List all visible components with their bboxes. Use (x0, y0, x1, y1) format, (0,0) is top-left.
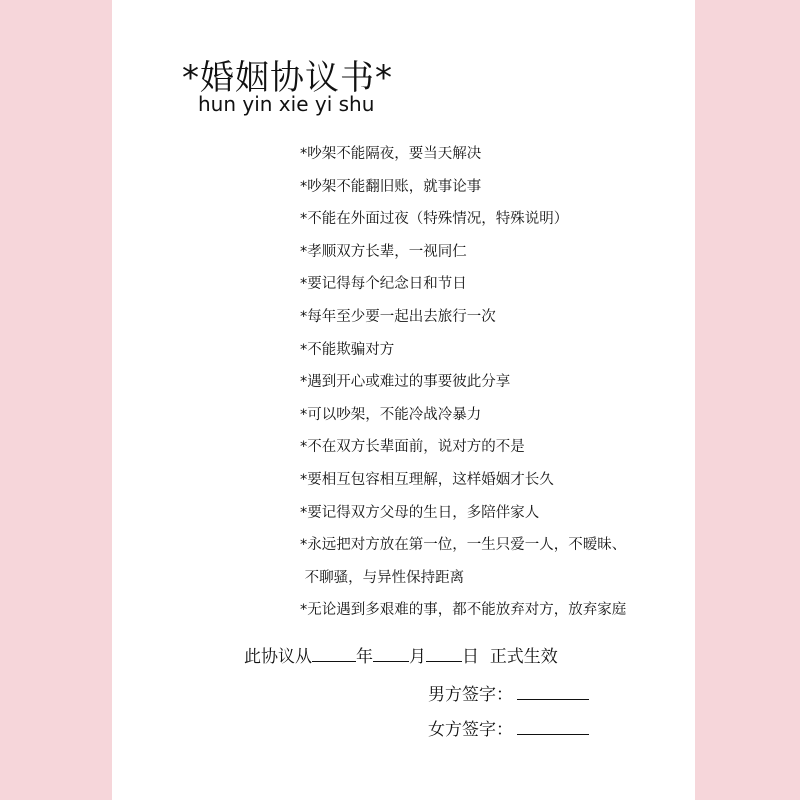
rule-item: *要记得双方父母的生日，多陪伴家人 (300, 504, 540, 521)
day-blank (426, 647, 462, 662)
rule-item: *吵架不能翻旧账，就事论事 (300, 178, 482, 195)
rule-item: *吵架不能隔夜，要当天解决 (300, 146, 482, 162)
document-title: *婚姻协议书* (182, 58, 393, 98)
rule-item: *遇到开心或难过的事要彼此分享 (300, 374, 511, 391)
rule-item: *无论遇到多艰难的事，都不能放弃对方，放弃家庭 (300, 602, 627, 619)
rule-item: *要记得每个纪念日和节日 (300, 276, 467, 293)
rule-item-continuation: 不聊骚，与异性保持距离 (300, 569, 465, 586)
month-label: 月 (409, 647, 426, 667)
effective-suffix: 正式生效 (489, 647, 558, 667)
male-signature-blank (517, 685, 589, 700)
month-blank (373, 647, 409, 662)
day-label: 日 (462, 647, 479, 667)
rule-item: *不在双方长辈面前，说对方的不是 (300, 439, 525, 456)
male-signature-label: 男方签字： (428, 685, 513, 705)
rules-list (300, 138, 680, 627)
effective-date-line (244, 642, 558, 667)
year-label: 年 (356, 647, 373, 667)
year-blank (312, 647, 356, 662)
rule-item: *要相互包容相互理解，这样婚姻才长久 (300, 471, 554, 488)
rule-item: *孝顺双方长辈，一视同仁 (300, 243, 467, 260)
rule-item: *可以吵架，不能冷战冷暴力 (300, 406, 482, 423)
agreement-page (112, 0, 695, 800)
effective-prefix: 此协议从 (244, 647, 312, 667)
rule-item: *每年至少要一起出去旅行一次 (300, 308, 496, 325)
title-pinyin: hun yin xie yi shu (198, 92, 375, 116)
rule-item: *永远把对方放在第一位，一生只爱一人，不暧昧、 (300, 537, 627, 554)
female-signature-blank (517, 720, 589, 735)
rule-item: *不能欺骗对方 (300, 341, 395, 358)
rule-item: *不能在外面过夜（特殊情况，特殊说明） (300, 211, 569, 228)
female-signature-label: 女方签字： (428, 720, 513, 740)
male-signature-line (428, 680, 589, 705)
female-signature-line (428, 715, 589, 740)
